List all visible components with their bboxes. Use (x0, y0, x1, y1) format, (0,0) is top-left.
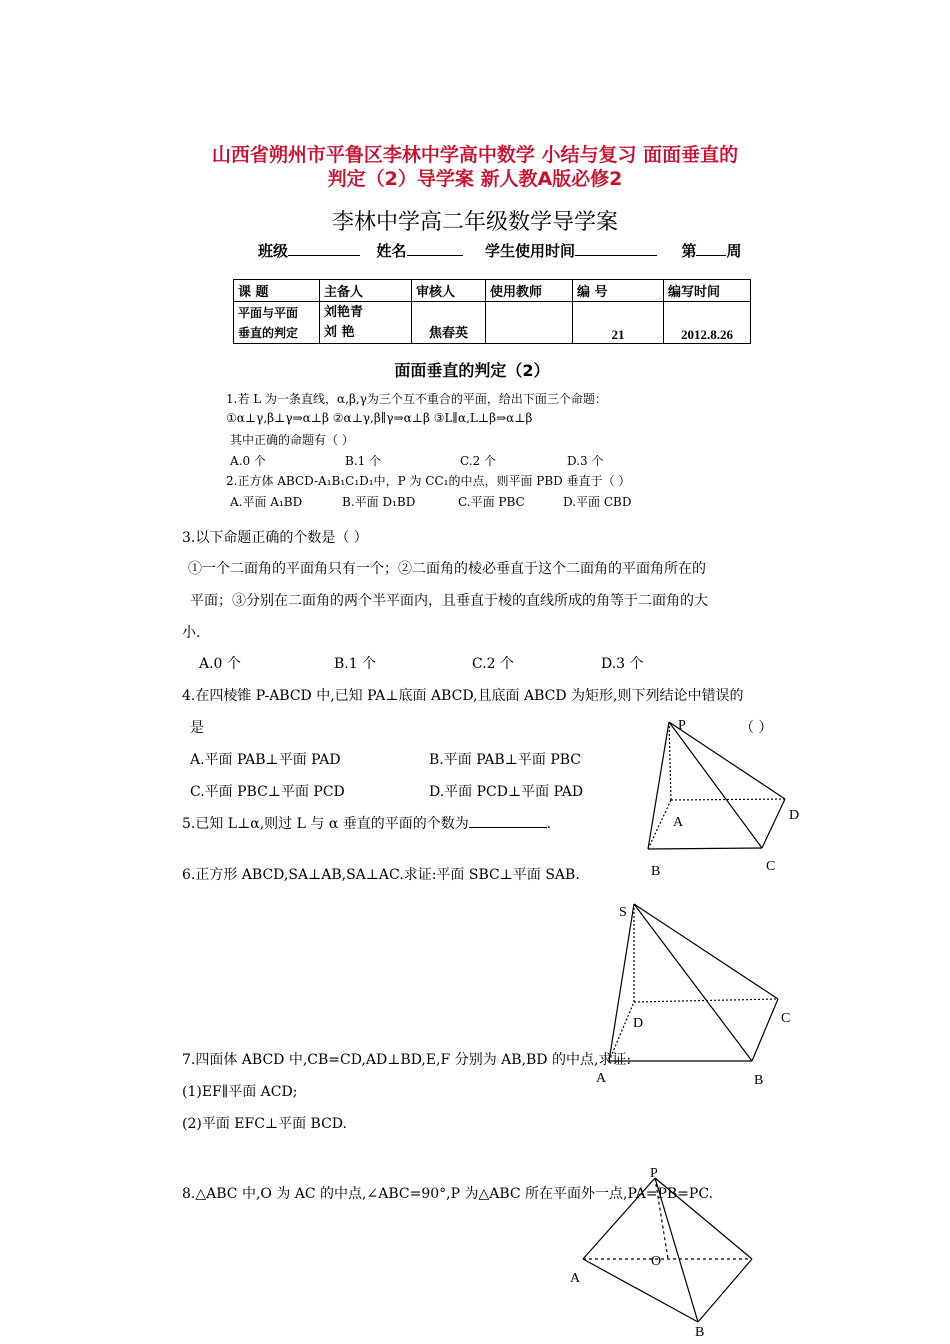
table-header: 审核人 (412, 280, 486, 302)
name-label: 姓名 (376, 242, 407, 260)
preparer-line2: 刘 艳 (324, 324, 355, 340)
preparer-line1: 刘艳青 (324, 304, 364, 320)
q1-option-c[interactable]: C.2 个 (460, 454, 497, 468)
topic-line1: 平面与平面 (238, 305, 299, 320)
q4-option-c[interactable]: C.平面 PBC⊥平面 PCD (190, 784, 345, 800)
document-title-line2: 判定（2）导学案 新人教A版必修2 (327, 168, 623, 190)
time-label: 学生使用时间 (484, 242, 575, 260)
table-header: 编 号 (573, 280, 664, 302)
section-title: 面面垂直的判定（2） (394, 361, 550, 380)
fig2-label-a: A (596, 1071, 607, 1086)
q7-part2: (2)平面 EFC⊥平面 BCD. (182, 1116, 347, 1132)
q4-stem: 4.在四棱锥 P-ABCD 中,已知 PA⊥底面 ABCD,且底面 ABCD 为矩形,则下列结论中错误的 (182, 688, 744, 704)
q8-text: 8.△ABC 中,O 为 AC 的中点,∠ABC=90°,P 为△ABC 所在平面外一点,PA=PB=PC. (182, 1186, 713, 1202)
q7-stem: 7.四面体 ABCD 中,CB=CD,AD⊥BD,E,F 分别为 AB,BD 的中点,求证: (182, 1052, 632, 1068)
fig1-label-a: A (673, 815, 684, 830)
q3-option-d[interactable]: D.3 个 (601, 656, 644, 672)
fig3-label-b: B (695, 1325, 705, 1340)
q3-line1: ①一个二面角的平面角只有一个；②二面角的棱必垂直于这个二面角的平面角所在的 (188, 561, 706, 577)
pyramid-figure-q8 (583, 1178, 752, 1322)
q2-option-a[interactable]: A.平面 A₁BD (230, 495, 303, 509)
q4-option-b[interactable]: B.平面 PAB⊥平面 PBC (429, 752, 582, 768)
q3-line3: 小. (182, 625, 201, 641)
document-title-line1: 山西省朔州市平鲁区李林中学高中数学 小结与复习 面面垂直的 (211, 144, 739, 166)
fig2-label-s: S (619, 905, 627, 920)
table-header: 使用教师 (486, 280, 573, 302)
reviewer-cell: 焦春英 (412, 302, 486, 344)
date-cell: 2012.8.26 (664, 302, 751, 344)
pyramid-figure-q4 (648, 722, 785, 849)
q4-option-d[interactable]: D.平面 PCD⊥平面 PAD (429, 784, 584, 800)
q2-option-b[interactable]: B.平面 D₁BD (342, 495, 416, 509)
q3-option-c[interactable]: C.2 个 (472, 656, 515, 672)
fig3-label-a: A (570, 1271, 581, 1286)
topic-line2: 垂直的判定 (238, 325, 299, 340)
fig1-label-p: P (678, 718, 686, 733)
fig2-label-c: C (781, 1011, 791, 1026)
week-label-post: 周 (726, 242, 742, 260)
q1-ask: 其中正确的命题有（ ） (230, 433, 354, 447)
q3-option-b[interactable]: B.1 个 (334, 656, 377, 672)
fig1-label-b: B (651, 864, 661, 879)
table-header: 编写时间 (664, 280, 751, 302)
fig1-label-d: D (789, 808, 800, 823)
q1-stem: 1.若 L 为一条直线，α,β,γ为三个互不重合的平面，给出下面三个命题： (226, 392, 607, 406)
q1-option-b[interactable]: B.1 个 (345, 454, 382, 468)
fig1-label-c: C (766, 859, 776, 874)
q3-line2: 平面；③分别在二面角的两个半平面内，且垂直于棱的直线所成的角等于二面角的大 (190, 593, 708, 609)
table-header: 主备人 (320, 280, 412, 302)
q5-text: 5.已知 L⊥α,则过 L 与 α 垂直的平面的个数为 . (182, 813, 551, 833)
fig2-label-d: D (633, 1016, 644, 1031)
number-cell: 21 (573, 302, 664, 344)
pyramid-figure-q6 (609, 904, 778, 1061)
q2-option-d[interactable]: D.平面 CBD (563, 495, 632, 509)
q5-stem: 5.已知 L⊥α,则过 L 与 α 垂直的平面的个数为 (182, 816, 469, 832)
q2-option-c[interactable]: C.平面 PBC (458, 495, 525, 509)
q1-option-d[interactable]: D.3 个 (567, 454, 604, 468)
q1-option-a[interactable]: A.0 个 (230, 454, 266, 468)
class-label: 班级 (258, 242, 289, 260)
q3-stem: 3.以下命题正确的个数是（ ） (182, 530, 368, 546)
week-label-pre: 第 (681, 242, 697, 260)
q4-answer-paren: （ ） (740, 720, 773, 736)
q3-option-a[interactable]: A.0 个 (199, 656, 241, 672)
worksheet-title: 李林中学高二年级数学导学案 (331, 210, 618, 235)
fig2-label-b: B (754, 1073, 764, 1088)
q4-stem-2: 是 (190, 720, 204, 736)
q1-propositions: ①α⊥γ,β⊥γ⇒α⊥β ②α⊥γ,β∥γ⇒α⊥β ③L∥α,L⊥β⇒α⊥β (226, 411, 533, 425)
q6-text: 6.正方形 ABCD,SA⊥AB,SA⊥AC.求证:平面 SBC⊥平面 SAB. (182, 867, 580, 883)
table-header: 课 题 (234, 280, 320, 302)
q7-part1: (1)EF∥平面 ACD; (182, 1084, 298, 1100)
q2-stem: 2.正方体 ABCD-A₁B₁C₁D₁中，P 为 CC₁的中点，则平面 PBD 垂直于（ ） (226, 474, 631, 488)
q4-option-a[interactable]: A.平面 PAB⊥平面 PAD (190, 752, 341, 768)
fig3-label-p: P (650, 1166, 658, 1181)
fig3-label-o: O (651, 1254, 662, 1269)
